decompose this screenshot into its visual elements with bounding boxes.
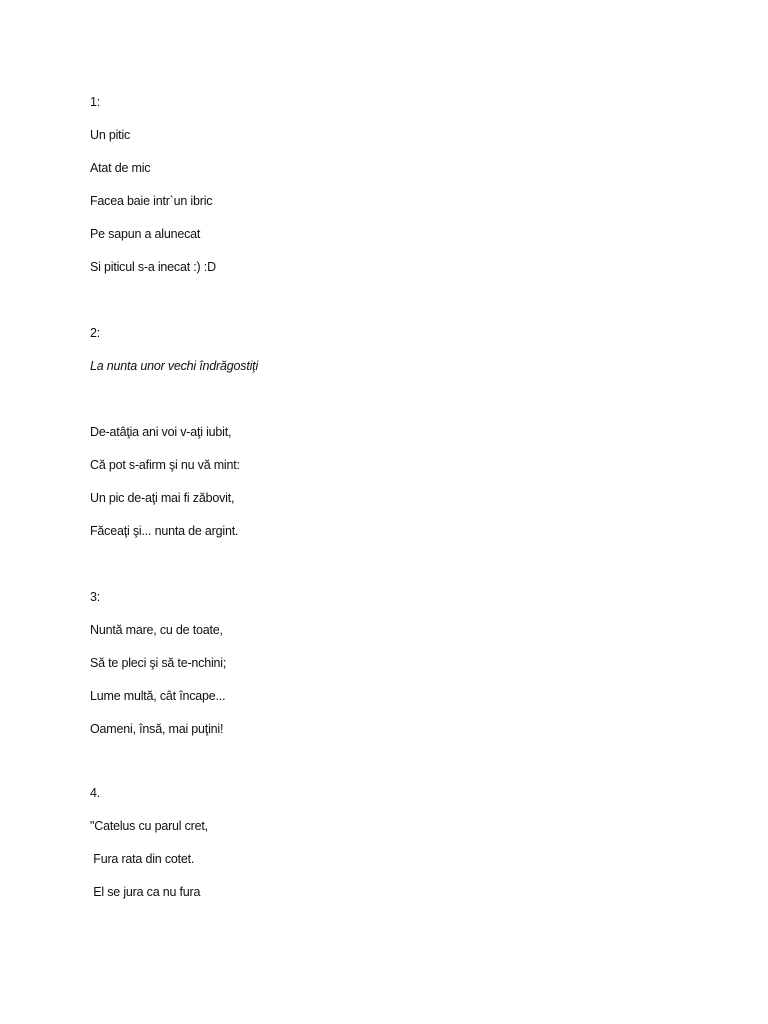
poem-3-line: Oameni, însă, mai puţini! [90, 722, 224, 736]
poem-2-line: Un pic de-aţi mai fi zăbovit, [90, 491, 235, 505]
poem-4-line: Fura rata din cotet. [90, 852, 195, 866]
poem-4-number: 4. [90, 786, 101, 800]
poem-1-line: Pe sapun a alunecat [90, 227, 201, 241]
poem-2-line: Făceaţi şi... nunta de argint. [90, 524, 239, 538]
poem-4-line: El se jura ca nu fura [90, 885, 201, 899]
poem-2-line: Că pot s-afirm şi nu vă mint: [90, 458, 240, 472]
poem-2-number: 2: [90, 326, 101, 340]
poem-1-line: Facea baie intr`un ibric [90, 194, 213, 208]
poem-1-number: 1: [90, 95, 101, 109]
poem-3-number: 3: [90, 590, 101, 604]
poem-2-title: La nunta unor vechi îndrăgostiţi [90, 359, 259, 373]
poem-3-line: Nuntă mare, cu de toate, [90, 623, 223, 637]
poem-3-line: Lume multă, cât încape... [90, 689, 226, 703]
poem-3-line: Să te pleci şi să te-nchini; [90, 656, 227, 670]
poem-1-line: Atat de mic [90, 161, 151, 175]
poem-2-line: De-atâţia ani voi v-aţi iubit, [90, 425, 232, 439]
poem-1-line: Si piticul s-a inecat :) :D [90, 260, 216, 274]
poem-4-line: "Catelus cu parul cret, [90, 819, 208, 833]
poem-1-line: Un pitic [90, 128, 131, 142]
